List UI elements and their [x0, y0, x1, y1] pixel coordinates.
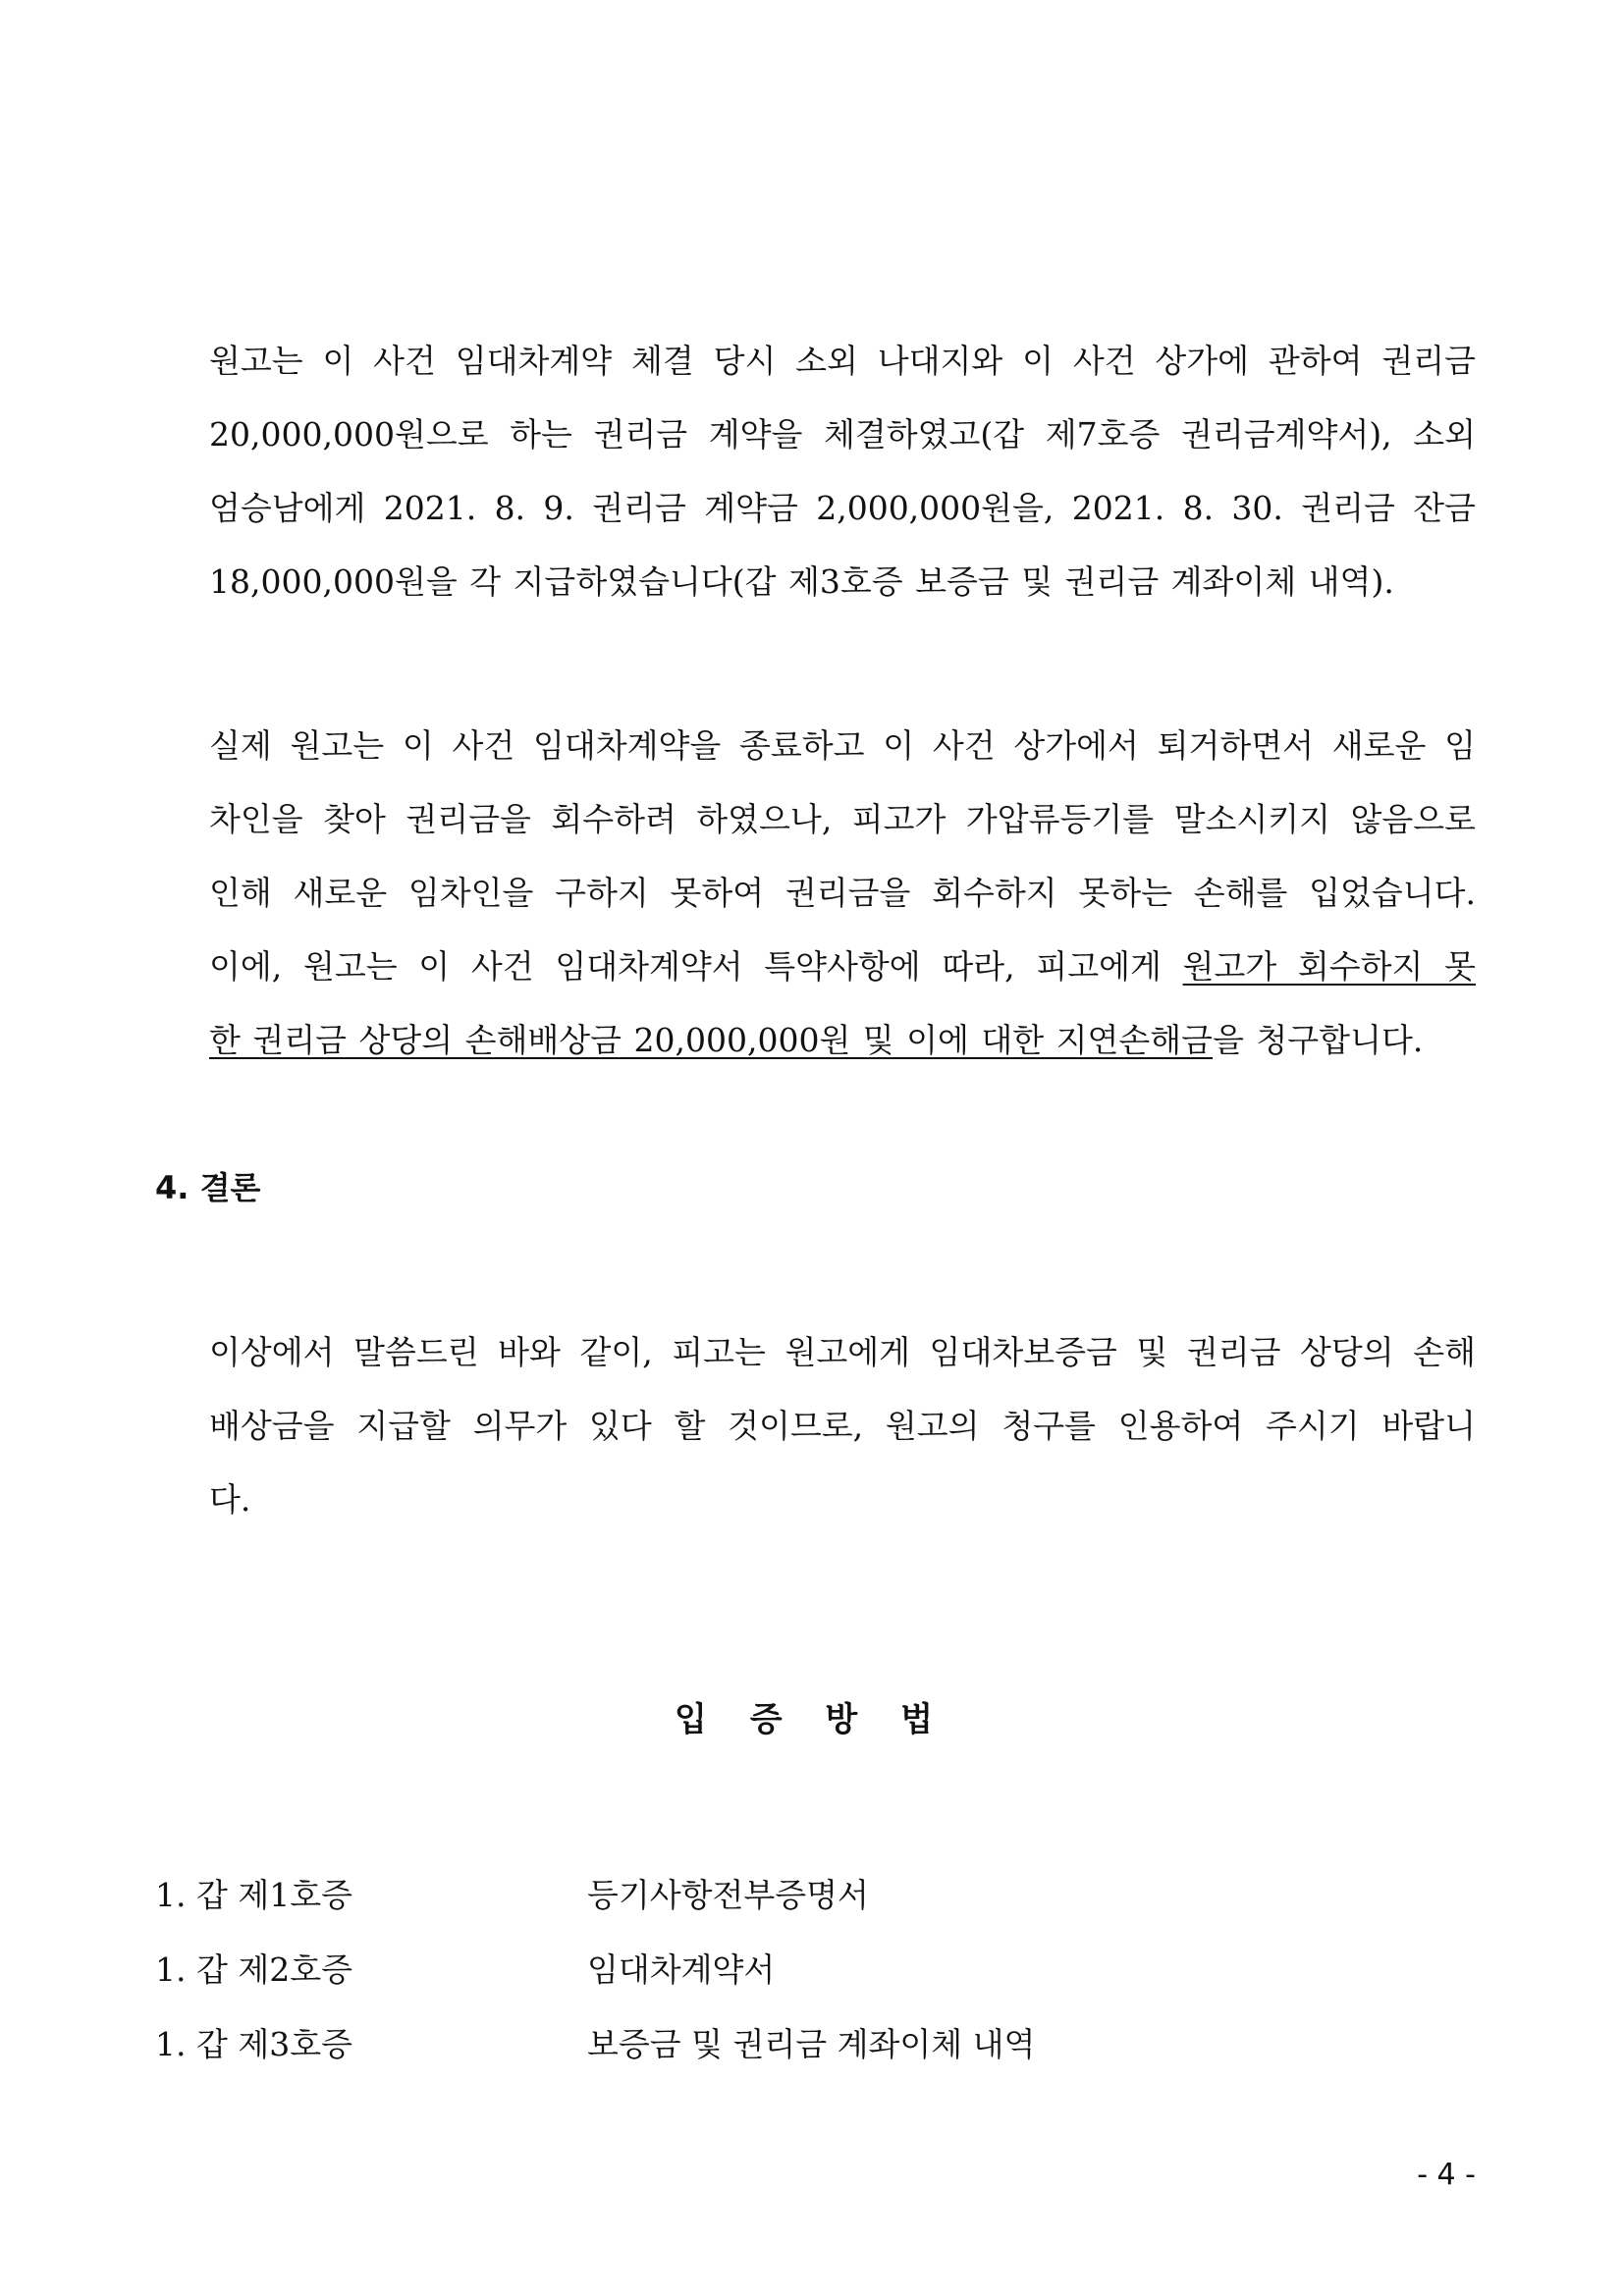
page-number: - 4 -	[1417, 2158, 1476, 2192]
paragraph-line: 차인을 찾아 권리금을 회수하려 하였으나, 피고가 가압류등기를 말소시키지 않음으로	[209, 800, 1476, 838]
paragraph-conclusion	[209, 1315, 1476, 1536]
paragraph-line: 실제 원고는 이 사건 임대차계약을 종료하고 이 사건 상가에서 퇴거하면서 새로운 임	[209, 726, 1476, 765]
evidence-number: 1. 갑 제3호증	[155, 2024, 352, 2063]
evidence-number: 1. 갑 제2호증	[155, 1949, 352, 1989]
evidence-description: 보증금 및 권리금 계좌이체 내역	[587, 2024, 1036, 2063]
evidence-description: 임대차계약서	[587, 1949, 776, 1989]
paragraph-line	[209, 1003, 1476, 1077]
evidence-number: 1. 갑 제1호증	[155, 1875, 352, 1914]
evidence-item	[155, 1930, 1432, 2004]
paragraph-text: 을 청구합니다.	[1213, 1021, 1424, 1059]
paragraph-damages-claim	[209, 709, 1476, 1077]
underlined-claim-text: 원고가 회수하지 못	[1182, 947, 1476, 986]
paragraph-line: 원고는 이 사건 임대차계약 체결 당시 소외 나대지와 이 사건 상가에 관하여 권리금	[209, 342, 1476, 380]
paragraph-line: 20,000,000원으로 하는 권리금 계약을 체결하였고(갑 제7호증 권리금계약서), 소외	[209, 415, 1476, 454]
evidence-item	[155, 1855, 1432, 1930]
evidence-item	[155, 2004, 1432, 2079]
paragraph-line	[209, 930, 1476, 1003]
paragraph-line: 이상에서 말씀드린 바와 같이, 피고는 원고에게 임대차보증금 및 권리금 상당의 손해	[209, 1333, 1476, 1371]
underlined-claim-text: 한 권리금 상당의 손해배상금 20,000,000원 및 이에 대한 지연손해금	[209, 1021, 1214, 1059]
paragraph-line: 인해 새로운 임차인을 구하지 못하여 권리금을 회수하지 못하는 손해를 입었습니다.	[209, 874, 1476, 912]
paragraph-line: 18,000,000원을 각 지급하였습니다(갑 제3호증 보증금 및 권리금 계좌이체 내역).	[209, 562, 1394, 601]
evidence-list	[155, 1855, 1432, 2079]
paragraph-text: 이에, 원고는 이 사건 임대차계약서 특약사항에 따라, 피고에게	[209, 947, 1183, 986]
paragraph-line: 다.	[209, 1480, 251, 1519]
paragraph-premium-contract	[209, 324, 1476, 618]
section-heading-conclusion: 4. 결론	[155, 1169, 261, 1206]
paragraph-line: 엄승남에게 2021. 8. 9. 권리금 계약금 2,000,000원을, 2021. 8. 30. 권리금 잔금	[209, 489, 1476, 527]
paragraph-line: 배상금을 지급할 의무가 있다 할 것이므로, 원고의 청구를 인용하여 주시기 바랍니	[209, 1407, 1476, 1445]
evidence-description: 등기사항전부증명서	[587, 1875, 869, 1914]
evidence-title: 입 증 방 법	[675, 1700, 948, 1739]
